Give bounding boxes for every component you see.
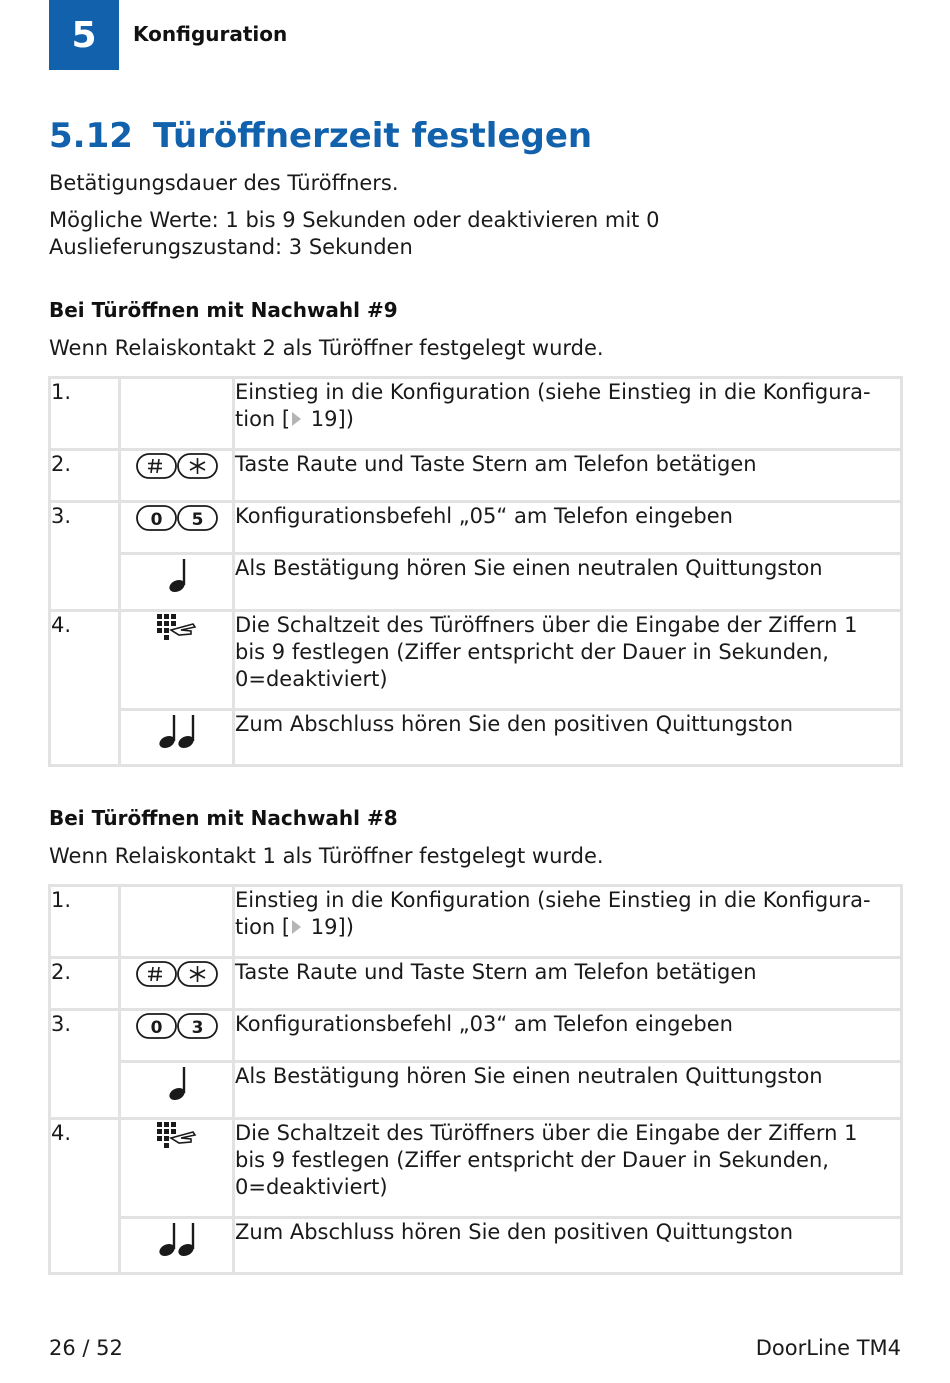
hash-star-keys-icon [135, 451, 219, 481]
table-row [50, 1062, 902, 1119]
page-reference: 19]) [304, 407, 354, 431]
step-number: 4. [50, 611, 120, 766]
section-number: 5.12 [49, 116, 133, 156]
chapter-number-badge [49, 0, 119, 70]
step-number: 3. [50, 502, 120, 611]
arrow-right-icon [290, 918, 304, 936]
step-icon-cell [120, 886, 234, 958]
chapter-title: Konfiguration [133, 22, 288, 46]
keypad-hand-icon [155, 612, 199, 644]
step-number: 2. [50, 450, 120, 502]
single-note-icon [162, 1063, 192, 1103]
hash-star-keys-icon [135, 959, 219, 989]
key-digit: 3 [191, 1018, 203, 1038]
table-row [50, 886, 902, 958]
steps-table-nachwahl-9 [48, 376, 903, 767]
keypad-hand-icon [155, 1120, 199, 1152]
key-digit: 0 [150, 510, 162, 530]
arrow-right-icon [290, 410, 304, 428]
step-text-line: Einstieg in die Konfiguration (siehe Einstieg in die Konfigura- [235, 380, 871, 404]
table-row [50, 1119, 902, 1218]
page-number: 26 / 52 [49, 1336, 123, 1360]
step-icon-cell [120, 1062, 234, 1119]
intro-description: Betätigungsdauer des Türöffners. [49, 171, 399, 195]
table-row [50, 958, 902, 1010]
page-reference: 19]) [304, 915, 354, 939]
step-number: 3. [50, 1010, 120, 1119]
table-row [50, 1010, 902, 1062]
table-row [50, 502, 902, 554]
chapter-number: 5 [71, 14, 97, 56]
intro-default-state: Auslieferungszustand: 3 Sekunden [49, 235, 413, 259]
step-icon-cell [120, 1119, 234, 1218]
step-text [234, 1119, 902, 1218]
step-text: Taste Raute und Taste Stern am Telefon betätigen [234, 450, 902, 502]
double-note-icon [155, 1219, 199, 1259]
step-text: Konfigurationsbefehl „05“ am Telefon eingeben [234, 502, 902, 554]
step-number: 4. [50, 1119, 120, 1274]
step-icon-cell [120, 554, 234, 611]
section-heading [49, 116, 592, 156]
table-row [50, 450, 902, 502]
step-icon-cell [120, 450, 234, 502]
step-text: Als Bestätigung hören Sie einen neutralen Quittungston [234, 1062, 902, 1119]
block-heading-nachwahl-8: Bei Türöffnen mit Nachwahl #8 [49, 806, 398, 830]
key-digit: 0 [150, 1018, 162, 1038]
step-text: Zum Abschluss hören Sie den positiven Quittungston [234, 1218, 902, 1274]
table-row [50, 554, 902, 611]
step-text [234, 611, 902, 710]
step-text [234, 886, 902, 958]
step-icon-cell [120, 710, 234, 766]
step-text-line: bis 9 festlegen (Ziffer entspricht der Dauer in Sekunden, [235, 640, 829, 664]
table-row [50, 378, 902, 450]
step-text-line: bis 9 festlegen (Ziffer entspricht der Dauer in Sekunden, [235, 1148, 829, 1172]
step-text-line: 0=deaktiviert) [235, 667, 388, 691]
single-note-icon [162, 555, 192, 595]
step-text [234, 378, 902, 450]
digit-keys-icon [135, 503, 219, 533]
step-text: Als Bestätigung hören Sie einen neutralen Quittungston [234, 554, 902, 611]
double-note-icon [155, 711, 199, 751]
step-text: Taste Raute und Taste Stern am Telefon betätigen [234, 958, 902, 1010]
step-number: 2. [50, 958, 120, 1010]
table-row [50, 611, 902, 710]
intro-possible-values: Mögliche Werte: 1 bis 9 Sekunden oder deaktivieren mit 0 [49, 208, 660, 232]
step-text-line: 0=deaktiviert) [235, 1175, 388, 1199]
section-title: Türöffnerzeit festlegen [153, 116, 593, 156]
step-icon-cell [120, 611, 234, 710]
block-heading-nachwahl-9: Bei Türöffnen mit Nachwahl #9 [49, 298, 398, 322]
step-text-line: Die Schaltzeit des Türöffners über die Eingabe der Ziffern 1 [235, 1121, 858, 1145]
step-number: 1. [50, 378, 120, 450]
steps-table-nachwahl-8 [48, 884, 903, 1275]
table-row [50, 710, 902, 766]
step-number: 1. [50, 886, 120, 958]
step-icon-cell [120, 378, 234, 450]
step-text-line: tion [ [235, 407, 291, 431]
step-text: Zum Abschluss hören Sie den positiven Quittungston [234, 710, 902, 766]
step-icon-cell [120, 1218, 234, 1274]
step-text-line: Die Schaltzeit des Türöffners über die Eingabe der Ziffern 1 [235, 613, 858, 637]
block-condition-relais-2: Wenn Relaiskontakt 2 als Türöffner festgelegt wurde. [49, 336, 604, 360]
step-text: Konfigurationsbefehl „03“ am Telefon eingeben [234, 1010, 902, 1062]
step-text-line: Einstieg in die Konfiguration (siehe Einstieg in die Konfigura- [235, 888, 871, 912]
step-icon-cell [120, 958, 234, 1010]
table-row [50, 1218, 902, 1274]
step-icon-cell [120, 1010, 234, 1062]
product-name: DoorLine TM4 [755, 1336, 901, 1360]
step-icon-cell [120, 502, 234, 554]
key-digit: 5 [191, 510, 203, 530]
digit-keys-icon [135, 1011, 219, 1041]
block-condition-relais-1: Wenn Relaiskontakt 1 als Türöffner festgelegt wurde. [49, 844, 604, 868]
step-text-line: tion [ [235, 915, 291, 939]
